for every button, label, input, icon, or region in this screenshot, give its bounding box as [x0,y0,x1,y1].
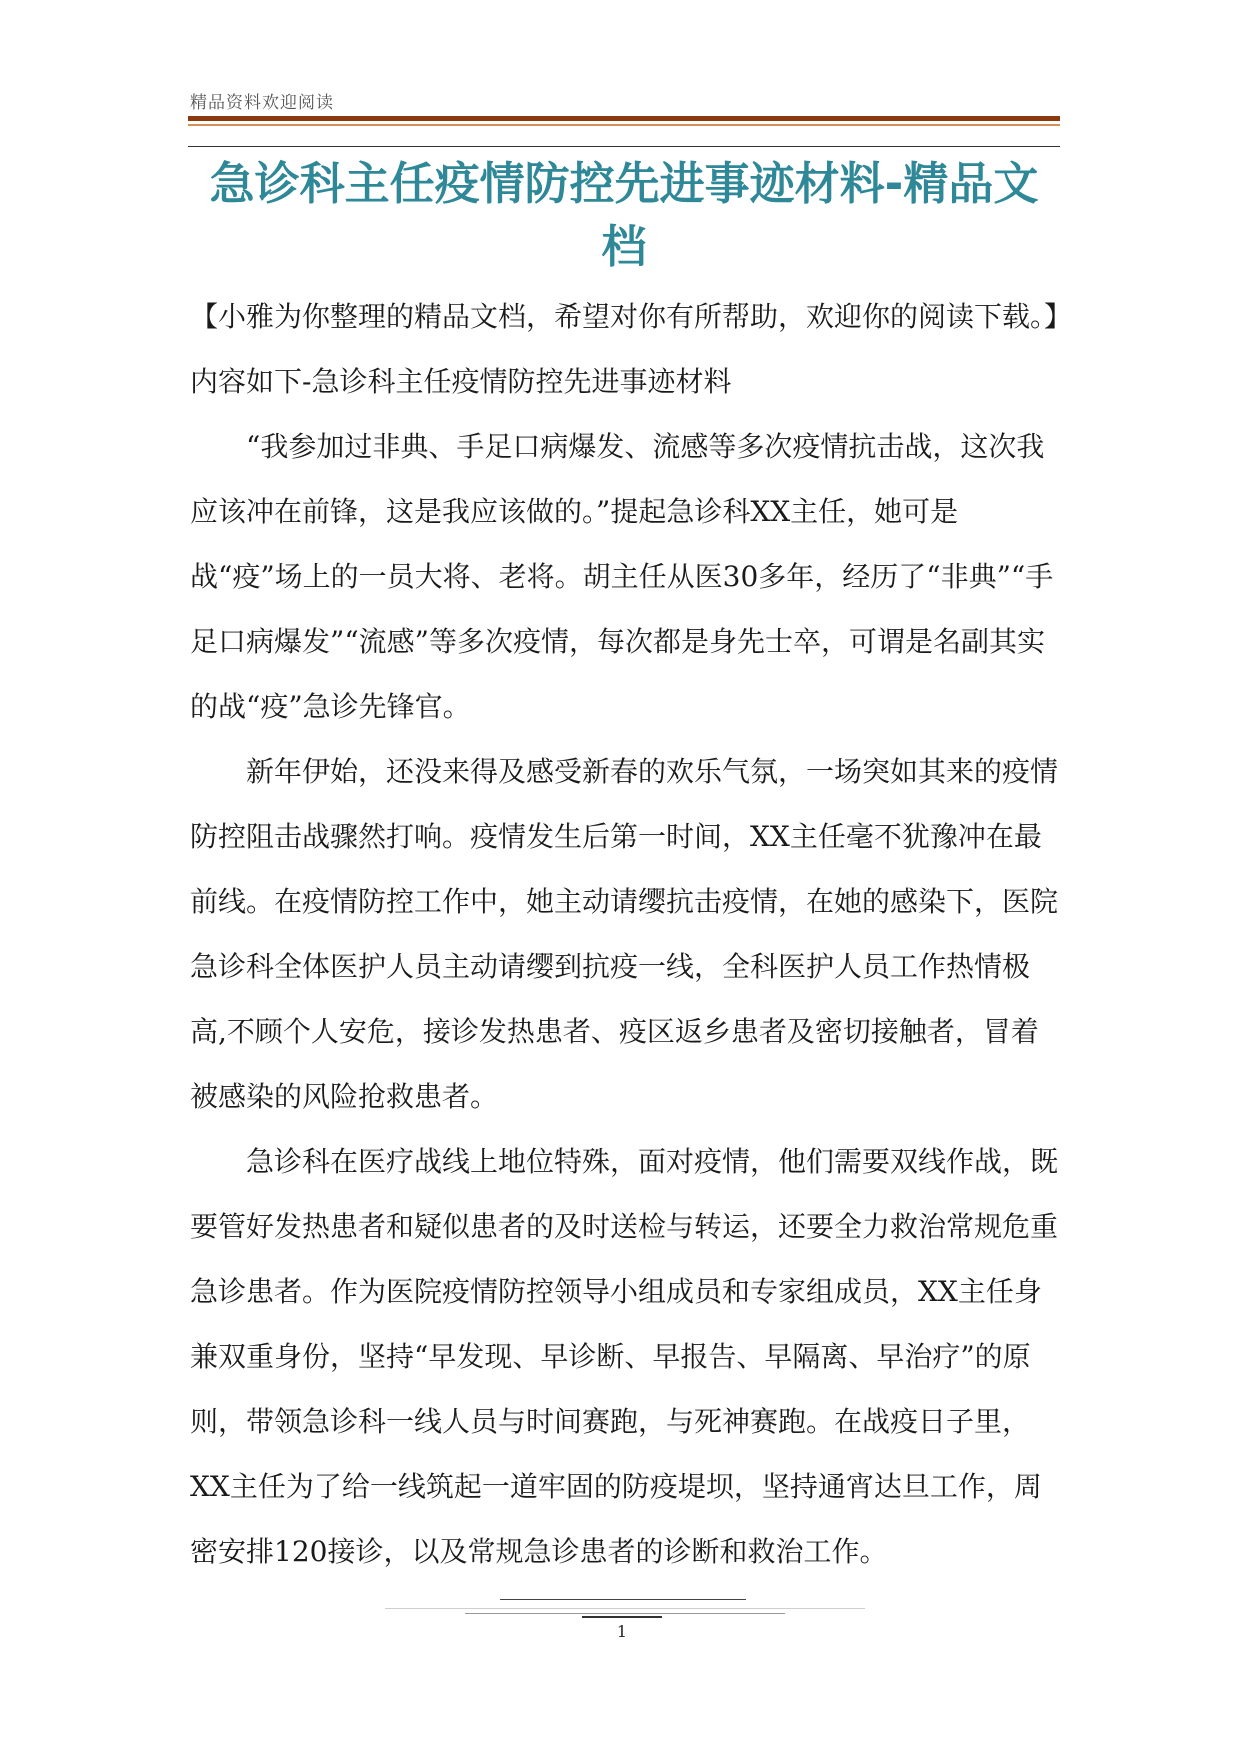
paragraph-3: 急诊科在医疗战线上地位特殊，面对疫情，他们需要双线作战，既要管好发热患者和疑似患者的及时送检与转运，还要全力救治常规危重急诊患者。作为医院疫情防控领导小组成员和专家组成员，XX主任身兼双重身份，坚持“早发现、早诊断、早报告、早隔离、早治疗”的原则，带领急诊科一线人员与时间赛跑，与死神赛跑。在战疫日子里，XX主任为了给一线筑起一道牢固的防疫堤坝，坚持通宵达旦工作，周密安排120接诊，以及常规急诊患者的诊断和救治工作。 [190,1145,1059,1568]
paragraph-2: 新年伊始，还没来得及感受新春的欢乐气氛，一场突如其来的疫情防控阻击战骤然打响。疫情发生后第一时间，XX主任毫不犹豫冲在最前线。在疫情防控工作中，她主动请缨抗击疫情，在她的感染下，医院急诊科全体医护人员主动请缨到抗疫一线，全科医护人员工作热情极高,不顾个人安危，接诊发热患者、疫区返乡患者及密切接触者，冒着被感染的风险抢救患者。 [190,755,1059,1113]
header-rule-thin [188,124,1060,126]
header-rule-thick [188,116,1060,121]
paragraph-intro: 【小雅为你整理的精品文档，希望对你有所帮助，欢迎你的阅读下载。】内容如下-急诊科主任疫情防控先进事迹材料 [190,300,1059,398]
footer-rule-wide [385,1608,865,1609]
footer-rule-short [582,1616,662,1618]
page-number: 1 [616,1622,628,1641]
header-rule-black [188,146,1060,147]
paragraph-1: “我参加过非典、手足口病爆发、流感等多次疫情抗击战，这次我应该冲在前锋，这是我应该做的。”提起急诊科XX主任，她可是战“疫”场上的一员大将、老将。胡主任从医30多年，经历了“非典”“手足口病爆发”“流感”等多次疫情，每次都是身先士卒，可谓是名副其实的战“疫”急诊先锋官。 [190,430,1054,723]
footer-rule-mid [465,1613,785,1614]
document-body [190,284,1062,1584]
header-text: 精品资料欢迎阅读 [190,93,334,113]
footer-rule-top [500,1599,746,1600]
document-title: 急诊科主任疫情防控先进事迹材料-精品文档 [209,157,1039,273]
